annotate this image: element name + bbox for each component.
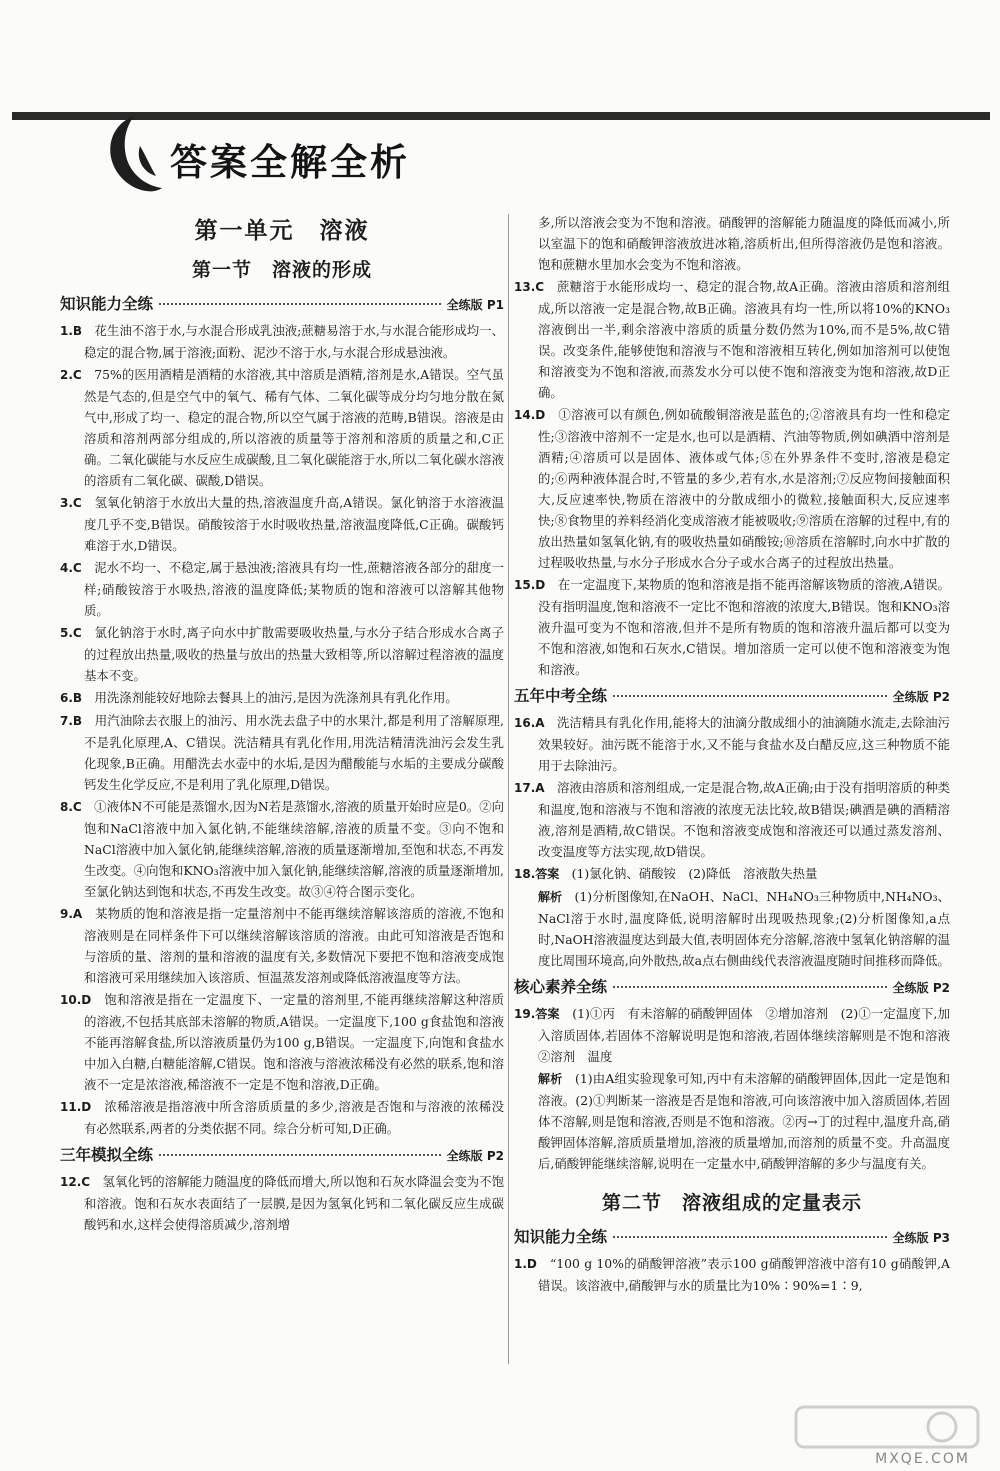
answer-num: 9.A (60, 907, 83, 921)
answer-text: 氯化钠溶于水时,离子向水中扩散需要吸收热量,与水分子结合形成水合离子的过程放出热量,吸收的热量与放出的热量大致相等,所以溶解过程溶液的温度基本不变。 (84, 625, 504, 683)
answer-num: 14.D (514, 408, 546, 422)
answer-num: 10.D (60, 993, 92, 1007)
part-ref: 全练版 P1 (446, 298, 504, 312)
part-ref: 全练版 P2 (892, 981, 950, 995)
answer-text: 饱和溶液是指在一定温度下、一定量的溶剂里,不能再继续溶解这种溶质的溶液,不包括其底部未溶解的物质,A错误。一定温度下,100 g食盐饱和溶液不能再溶解食盐,所以溶液质量仍为100 g,B错误。一定温度下,向饱和食盐水中加入白糖,白糖能溶解,C错误。饱和溶液与溶液浓稀没有必然的联系,饱和溶液不一定是浓溶液,稀溶液不一定是不饱和溶液,D正确。 (84, 992, 504, 1092)
part-name: 五年中考全练 (514, 687, 608, 705)
answer-text: 氢氧化钠溶于水放出大量的热,溶液温度升高,A错误。氯化钠溶于水溶液温度几乎不变,B错误。硝酸铵溶于水时吸收热量,溶液温度降低,C正确。碳酸钙难溶于水,D错误。 (84, 495, 505, 553)
part-name: 知识能力全练 (514, 1228, 608, 1246)
answer-item (514, 404, 950, 573)
answer-num: 1.D (514, 1257, 537, 1271)
section-title: 第二节 溶液组成的定量表示 (601, 1192, 862, 1214)
answer-item (60, 710, 504, 795)
answer-num: 16.A (514, 716, 545, 730)
analysis-label: 解析 (538, 1072, 563, 1086)
answer-text: 花生油不溶于水,与水混合形成乳浊液;蔗糖易溶于水,与水混合能形成均一、稳定的混合物,属于溶液;面粉、泥沙不溶于水,与水混合形成悬浊液。 (84, 323, 504, 360)
answer-num: 8.C (60, 800, 82, 814)
dot-leader (159, 303, 441, 305)
answer-text: “100 g 10%的硝酸钾溶液”表示100 g硝酸钾溶液中溶有10 g硝酸钾,A错误。该溶液中,硝酸钾与水的质量比为10%∶90%=1∶9, (538, 1256, 951, 1293)
answer-text: 氢氧化钙的溶解能力随温度的降低而增大,所以饱和石灰水降温会变为不饱和溶液。饱和石灰水表面结了一层膜,是因为氢氧化钙和二氧化碳反应生成碳酸钙和水,这样会使得溶质减少,溶剂增 (84, 1174, 504, 1232)
answer-item (60, 1096, 504, 1139)
section-title: 第一节 溶液的形成 (191, 259, 372, 281)
answer-item (60, 989, 504, 1095)
answer-text: 浓稀溶液是指溶液中所含溶质质量的多少,溶液是否饱和与溶液的浓稀没有必然联系,两者的分类依据不同。综合分析可知,D正确。 (84, 1099, 504, 1136)
answer-item (60, 1171, 504, 1235)
answer-num: 1.B (60, 324, 83, 338)
answer-item (514, 574, 950, 680)
answer-text: 泥水不均一、不稳定,属于悬浊液;溶液具有均一性,蔗糖溶液各部分的甜度一样;硝酸铵溶于水吸热,溶液的温度降低;某物质的饱和溶液可以溶解其他物质。 (84, 560, 504, 618)
page-header-title: 答案全解全析 (170, 141, 410, 184)
answer-item (514, 276, 950, 403)
column-divider (508, 214, 509, 1364)
answer-item (514, 1003, 963, 1067)
analysis-label: 解析 (538, 890, 563, 904)
answer-text: ①液体N不可能是蒸馏水,因为N若是蒸馏水,溶液的质量开始时应是0。②向饱和NaCl溶液中加入氯化钠,不能继续溶解,溶液的质量不变。③向不饱和NaCl溶液中加入氯化钠,能继续溶解,溶液的质量逐渐增加,至饱和状态,不再发生改变。④向饱和KNO₃溶液中加入氯化钠,能继续溶解,溶液的质量逐渐增加,至氯化钠达到饱和状态,不再发生改变。故③④符合图示变化。 (84, 799, 504, 899)
answer-item (60, 796, 504, 902)
analysis-text: (1)分析图像知,在NaOH、NaCl、NH₄NO₃三种物质中,NH₄NO₃、NaCl溶于水时,温度降低,说明溶解时出现吸热现象;(2)分析图像知,a点时,NaOH溶液温度达到最大值,表明固体充分溶解,溶液中氢氧化钠溶解的温度比周围环境高,向外散热,故a点右侧曲线代表溶液温度随时间推移而降低。 (538, 889, 950, 968)
watermark-text: MXQE.COM (875, 1451, 970, 1467)
answer-num: 19.答案 (514, 1007, 560, 1021)
unit-title: 第一单元 溶液 (194, 218, 370, 244)
answer-item (60, 622, 504, 686)
answer-num: 7.B (60, 714, 83, 728)
answer-item (60, 320, 504, 363)
answer-item (60, 687, 504, 709)
answer-num: 5.C (60, 626, 82, 640)
part-header (60, 1143, 504, 1165)
answer-item (514, 1253, 950, 1296)
answer-text: (1)氯化钠、硝酸铵 (2)降低 溶液散失热量 (571, 866, 818, 881)
part-name: 核心素养全练 (514, 978, 608, 996)
left-column (60, 210, 504, 1236)
answer-text: 用汽油除去衣服上的油污、用水洗去盘子中的水果汁,都是利用了溶解原理,不是乳化原理,A、C错误。洗洁精具有乳化作用,用洗洁精清洗油污会发生乳化现象,B正确。用醋洗去水壶中的水垢,是因为醋酸能与水垢的主要成分碳酸钙发生化学反应,不是利用了乳化原理,D错误。 (84, 713, 504, 792)
answer-num: 6.B (60, 691, 83, 705)
part-name: 三年模拟全练 (60, 1146, 154, 1164)
answer-num: 2.C (60, 368, 82, 382)
analysis (514, 1068, 950, 1174)
part-ref: 全练版 P2 (892, 690, 950, 704)
answer-text: 洗洁精具有乳化作用,能将大的油滴分散成细小的油滴随水流走,去除油污效果较好。油污既不能溶于水,又不能与食盐水及白醋反应,这三种物质不能用于去除油污。 (538, 715, 950, 773)
dot-leader (613, 1236, 887, 1238)
right-column (514, 212, 963, 1297)
answer-num: 11.D (60, 1100, 92, 1114)
answer-num: 13.C (514, 280, 545, 294)
answer-text: ①溶液可以有颜色,例如硫酸铜溶液是蓝色的;②溶液具有均一性和稳定性;③溶液中溶剂不一定是水,也可以是酒精、汽油等物质,例如碘酒中溶剂是酒精;④溶质可以是固体、液体或气体;⑤在外界条件不变时,溶液是稳定的;⑥两种液体混合时,不管量的多少,若有水,水是溶剂;⑦反应物间接触面积大,反应速率快,物质在溶液中的分散成细小的微粒,接触面积大,反应速率快;⑧食物里的养料经消化变成溶液才能被吸收;⑨溶质在溶解的过程中,有的放出热量如氢氧化钠,有的吸收热量如硝酸铵;⑩溶质在溶解时,向水中扩散的过程吸收热量,与水分子形成水合分子或水合离子的过程放出热量。 (538, 407, 950, 570)
answer-item (514, 777, 950, 862)
answer-text: 用洗涤剂能较好地除去餐具上的油污,是因为洗涤剂具有乳化作用。 (94, 690, 458, 705)
part-header (60, 292, 504, 314)
dot-leader (613, 695, 887, 697)
answer-item (60, 492, 504, 556)
answer-item (60, 903, 504, 988)
dot-leader (159, 1154, 441, 1156)
answer-text: 75%的医用酒精是酒精的水溶液,其中溶质是酒精,溶剂是水,A错误。空气虽然是气态的,但是空气中的氧气、稀有气体、二氧化碳等成分均匀地分散在氮气中,形成了均一、稳定的混合物,所以空气属于溶液的范畴,B错误。溶液是由溶质和溶剂两部分组成的,所以溶液的质量等于溶剂和溶质的质量之和,C正确。二氧化碳能与水反应生成碳酸,且二氧化碳能溶于水,所以二氧化碳水溶液的溶质有二氧化碳、碳酸,D错误。 (84, 367, 504, 488)
part-header (514, 684, 950, 706)
continued-text: 多,所以溶液会变为不饱和溶液。硝酸钾的溶解能力随温度的降低而减小,所以室温下的饱和硝酸钾溶液放进冰箱,溶质析出,但所得溶液仍是饱和溶液。饱和蔗糖水里加水会变为不饱和溶液。 (538, 215, 950, 272)
answer-num: 12.C (60, 1175, 91, 1189)
part-ref: 全练版 P3 (892, 1231, 950, 1245)
dot-leader (613, 986, 887, 988)
answer-num: 17.A (514, 781, 545, 795)
answer-item (514, 863, 950, 885)
answer-num: 4.C (60, 561, 82, 575)
answer-num: 15.D (514, 578, 546, 592)
leaf-logo-icon (96, 116, 168, 196)
answer-text: 某物质的饱和溶液是指一定量溶剂中不能再继续溶解该溶质的溶液,不饱和溶液则是在同样条件下可以继续溶解该溶质的溶液。由此可知溶液是否饱和与溶质的量、溶剂的量和溶液的温度有关,多数情况下要把不饱和溶液变成饱和溶液可采用继续加入该溶质、恒温蒸发溶剂或降低溶液温度等方法。 (84, 906, 504, 985)
part-header (514, 975, 950, 997)
answer-item (60, 557, 504, 621)
answer-text: 在一定温度下,某物质的饱和溶液是指不能再溶解该物质的溶液,A错误。没有指明温度,饱和溶液不一定比不饱和溶液的浓度大,B错误。饱和KNO₃溶液升温可变为不饱和溶液,但并不是所有物质的饱和溶液升温后都可以变为不饱和溶液,如饱和石灰水,C错误。增加溶质一定可以使不饱和溶液变为饱和溶液。 (538, 577, 950, 677)
answer-text: (1)①丙 有未溶解的硝酸钾固体 ②增加溶剂 (2)①一定温度下,加入溶质固体,若固体不溶解说明是饱和溶液,若固体继续溶解则是不饱和溶液 ②溶剂 温度 (538, 1006, 963, 1064)
analysis-text: (1)由A组实验现象可知,丙中有未溶解的硝酸钾固体,因此一定是饱和溶液。(2)①判断某一溶液是否是饱和溶液,可向该溶液中加入溶质固体,若固体不溶解,则是饱和溶液,否则是不饱和溶液。②丙→丁的过程中,温度升高,硝酸钾固体溶解,溶质质量增加,溶液的质量增加,而溶剂的质量不变。升高温度后,硝酸钾能继续溶解,说明在一定量水中,硝酸钾溶解的多少与温度有关。 (538, 1071, 950, 1171)
answer-text: 蔗糖溶于水能形成均一、稳定的混合物,故A正确。溶液由溶质和溶剂组成,所以溶液一定是混合物,故B正确。溶液具有均一性,所以将10%的KNO₃溶液倒出一半,剩余溶液中溶质的质量分数仍然为10%,而不是5%,故C错误。改变条件,能够使饱和溶液与不饱和溶液相互转化,例如加溶剂可以使饱和溶液变为不饱和溶液,而蒸发水分可以使不饱和溶液变为饱和溶液,故D正确。 (538, 279, 951, 400)
part-ref: 全练版 P2 (446, 1149, 504, 1163)
answer-item (60, 364, 504, 491)
answer-item (514, 712, 950, 776)
part-name: 知识能力全练 (60, 295, 154, 313)
answer-num: 18.答案 (514, 867, 560, 881)
analysis (514, 886, 950, 971)
answer-num: 3.C (60, 496, 82, 510)
answer-text: 溶液由溶质和溶剂组成,一定是混合物,故A正确;由于没有指明溶质的种类和温度,饱和溶液与不饱和溶液的浓度无法比较,故B错误;碘酒是碘的酒精溶液,溶剂是酒精,故C错误。不饱和溶液变成饱和溶液还可以通过蒸发溶剂、改变温度等方法实现,故D错误。 (538, 780, 951, 859)
part-header (514, 1225, 950, 1247)
